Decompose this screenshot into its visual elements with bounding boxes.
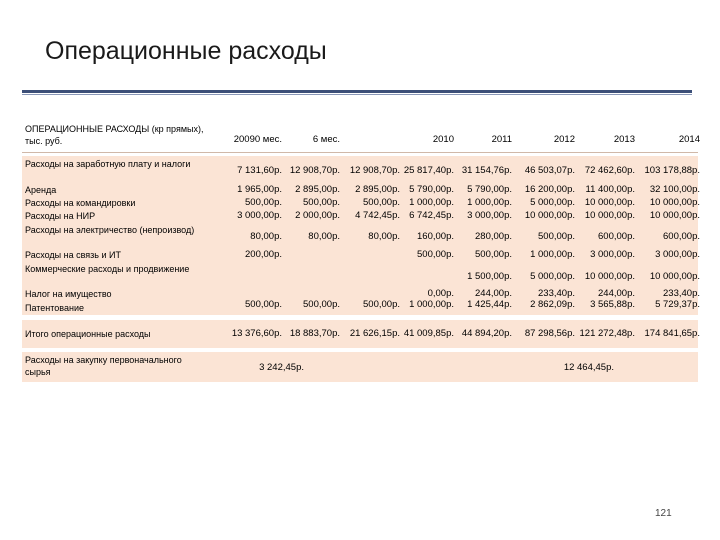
cell-value: 10 000,00р. [649,271,700,282]
cell-value: 233,40р. [538,288,575,299]
cell-value: 1 000,00р. [467,197,512,208]
slide-title: Операционные расходы [45,37,327,65]
cell-value: 12 908,70р. [349,165,400,176]
cell-value: 11 400,00р. [585,184,635,195]
cell-value: 10 000,00р. [584,197,635,208]
total-value: 174 841,65р. [644,328,700,339]
cell-value: 233,40р. [663,288,700,299]
row-label: Расходы на электричество (непроизвод) [25,225,195,235]
cell-value: 500,00р. [363,197,400,208]
cell-value: 244,00р. [475,288,512,299]
raw-value: 12 464,45р. [563,362,614,373]
cell-value: 6 742,45р. [409,210,454,221]
cell-value: 3 000,00р. [467,210,512,221]
cell-value: 46 503,07р. [524,165,575,176]
cell-value: 1 500,00р. [467,271,512,282]
column-header: 2010 [432,134,454,145]
cell-value: 5 790,00р. [467,184,512,195]
cell-value: 3 000,00р. [590,249,635,260]
total-value: 13 376,60р. [231,328,282,339]
cell-value: 2 895,00р. [295,184,340,195]
row-label: Коммерческие расходы и продвижение [25,264,190,274]
cell-value: 5 729,37р. [655,299,700,310]
row-label: Расходы на командировки [25,198,136,208]
cell-value: 500,00р. [245,197,282,208]
cell-value: 600,00р. [598,231,635,242]
cell-value: 600,00р. [663,231,700,242]
cell-value: 32 100,00р. [649,184,700,195]
column-header: 2013 [613,134,635,145]
column-header: 6 мес. [312,134,340,145]
column-header: 2014 [678,134,700,145]
raw-label: Расходы на закупку первоначального сырья [25,355,182,377]
column-header: 2012 [553,134,575,145]
cell-value: 4 742,45р. [355,210,400,221]
column-header: 2011 [491,134,512,145]
cell-value: 1 965,00р. [237,184,282,195]
cell-value: 500,00р. [417,249,454,260]
cell-value: 1 000,00р. [409,299,454,310]
cell-value: 10 000,00р. [524,210,575,221]
cell-value: 500,00р. [303,299,340,310]
table-header [22,118,698,153]
cell-value: 280,00р. [475,231,512,242]
cell-value: 1 425,44р. [467,299,512,310]
cell-value: 5 000,00р. [530,271,575,282]
row-label: Патентование [25,303,84,313]
row-label: Налог на имущество [25,289,112,299]
cell-value: 2 862,09р. [530,299,575,310]
cell-value: 16 200,00р. [524,184,575,195]
cell-value: 0,00р. [427,288,454,299]
cell-value: 7 131,60р. [237,165,282,176]
cell-value: 500,00р. [538,231,575,242]
total-value: 44 894,20р. [461,328,512,339]
cell-value: 12 908,70р. [289,165,340,176]
cell-value: 10 000,00р. [649,210,700,221]
cell-value: 160,00р. [417,231,454,242]
cell-value: 2 000,00р. [295,210,340,221]
cell-value: 1 000,00р. [530,249,575,260]
cell-value: 25 817,40р. [403,165,454,176]
header-label: ОПЕРАЦИОННЫЕ РАСХОДЫ (кр прямых), тыс. руб. [25,124,204,146]
cell-value: 244,00р. [598,288,635,299]
cell-value: 3 000,00р. [655,249,700,260]
total-value: 18 883,70р. [289,328,340,339]
raw-value: 3 242,45р. [259,362,304,373]
cell-value: 80,00р. [368,231,400,242]
total-label: Итого операционные расходы [25,329,151,339]
total-value: 21 626,15р. [349,328,400,339]
row-label: Расходы на заработную плату и налоги [25,159,191,169]
cell-value: 200,00р. [245,249,282,260]
total-value: 41 009,85р. [403,328,454,339]
cell-value: 10 000,00р. [584,271,635,282]
row-label: Аренда [25,185,57,195]
cell-value: 500,00р. [303,197,340,208]
cell-value: 3 000,00р. [237,210,282,221]
title-rule-thin [22,94,692,95]
cell-value: 5 790,00р. [409,184,454,195]
row-label: Расходы на НИР [25,211,96,221]
cell-value: 2 895,00р. [355,184,400,195]
title-rule [22,90,692,93]
total-value: 87 298,56р. [524,328,575,339]
cell-value: 103 178,88р. [644,165,700,176]
cell-value: 500,00р. [363,299,400,310]
cell-value: 80,00р. [308,231,340,242]
cell-value: 31 154,76р. [461,165,512,176]
cell-value: 10 000,00р. [649,197,700,208]
cell-value: 3 565,88р. [590,299,635,310]
cell-value: 500,00р. [475,249,512,260]
cell-value: 5 000,00р. [530,197,575,208]
cell-value: 80,00р. [250,231,282,242]
row-label: Расходы на связь и ИТ [25,250,121,260]
cell-value: 10 000,00р. [584,210,635,221]
cell-value: 1 000,00р. [409,197,454,208]
cell-value: 72 462,60р. [584,165,635,176]
total-value: 121 272,48р. [579,328,635,339]
cell-value: 500,00р. [245,299,282,310]
column-header: 20090 мес. [233,134,282,145]
page-number: 121 [655,508,672,519]
